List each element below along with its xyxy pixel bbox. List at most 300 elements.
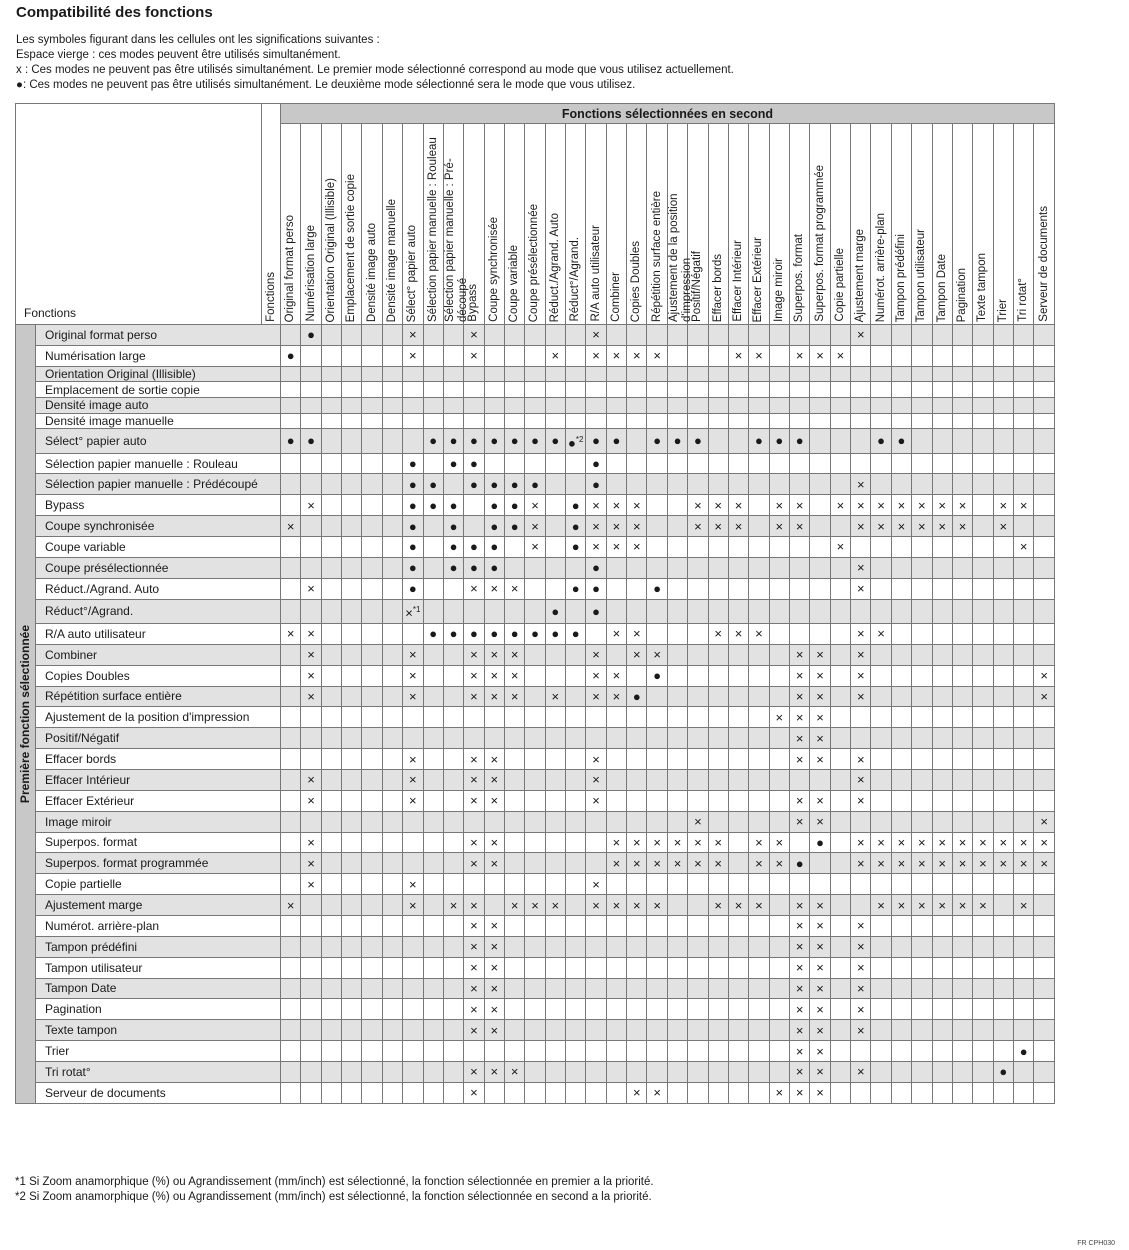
- compat-cell: [443, 366, 463, 382]
- compat-cell: ×: [993, 516, 1013, 537]
- compat-cell: [566, 398, 586, 414]
- compat-cell: ×: [301, 644, 321, 665]
- compat-cell: [525, 366, 545, 382]
- compat-cell: [321, 978, 341, 999]
- row-label: Sélection papier manuelle : Prédécoupé: [36, 474, 281, 495]
- compat-cell: [423, 978, 443, 999]
- compat-cell: [382, 1020, 402, 1041]
- table-row: [16, 398, 1055, 414]
- compat-cell: [545, 790, 565, 811]
- compat-cell: ×: [301, 874, 321, 895]
- compat-cell: [301, 707, 321, 728]
- compat-cell: [362, 957, 382, 978]
- compat-cell: [912, 382, 932, 398]
- compat-cell: ×: [749, 853, 769, 874]
- row-label: Sélect° papier auto: [36, 429, 281, 453]
- compat-cell: [871, 345, 891, 366]
- compat-cell: ●: [586, 453, 606, 474]
- compat-cell: [1034, 936, 1055, 957]
- column-header-label: Répétition surface entière: [650, 190, 663, 322]
- compat-cell: [606, 790, 626, 811]
- compat-cell: [321, 578, 341, 599]
- compat-cell: [769, 325, 789, 346]
- compat-cell: [871, 1041, 891, 1062]
- compat-cell: [891, 453, 911, 474]
- compat-cell: [728, 429, 748, 453]
- compat-cell: ×: [871, 895, 891, 916]
- compat-cell: ●: [484, 557, 504, 578]
- compat-cell: [606, 957, 626, 978]
- compat-cell: [443, 665, 463, 686]
- compat-cell: [627, 874, 647, 895]
- compat-cell: [647, 707, 667, 728]
- compat-cell: [952, 644, 972, 665]
- compat-cell: [810, 474, 830, 495]
- compat-cell: [952, 453, 972, 474]
- compat-cell: [403, 398, 423, 414]
- compat-cell: ×: [749, 345, 769, 366]
- compat-cell: [891, 686, 911, 707]
- compat-cell: [708, 915, 728, 936]
- compat-cell: [708, 325, 728, 346]
- compat-cell: ●: [504, 516, 524, 537]
- compat-cell: [342, 599, 362, 623]
- compat-cell: [789, 398, 809, 414]
- compat-cell: [789, 832, 809, 853]
- column-header-label: Texte tampon: [976, 252, 989, 322]
- compat-cell: [688, 749, 708, 770]
- compat-cell: [1013, 345, 1033, 366]
- compat-cell: [952, 599, 972, 623]
- compat-cell: [382, 516, 402, 537]
- compat-cell: [423, 557, 443, 578]
- compat-cell: ×: [789, 345, 809, 366]
- compat-cell: [993, 537, 1013, 558]
- compat-cell: [952, 474, 972, 495]
- table-row: [16, 453, 1055, 474]
- compat-cell: [749, 686, 769, 707]
- compat-cell: ●: [464, 557, 484, 578]
- compat-cell: [830, 623, 850, 644]
- compat-cell: ●: [566, 578, 586, 599]
- compat-cell: [504, 832, 524, 853]
- compat-cell: [688, 1020, 708, 1041]
- compat-cell: ×: [851, 1062, 871, 1083]
- compat-cell: ×: [810, 999, 830, 1020]
- compat-cell: [606, 453, 626, 474]
- compat-cell: ×: [830, 345, 850, 366]
- compat-cell: [627, 599, 647, 623]
- compat-cell: [443, 728, 463, 749]
- compat-cell: [484, 345, 504, 366]
- column-header: [708, 124, 728, 325]
- compat-cell: [932, 398, 952, 414]
- compat-cell: ●: [545, 623, 565, 644]
- compat-cell: ×: [586, 537, 606, 558]
- column-header-label: Réduct./Agrand. Auto: [548, 212, 561, 322]
- compat-cell: [484, 895, 504, 916]
- compat-cell: [403, 978, 423, 999]
- compat-cell: [342, 832, 362, 853]
- table-row: [16, 749, 1055, 770]
- compat-cell: [321, 413, 341, 429]
- compat-cell: [749, 769, 769, 790]
- compat-cell: ×: [484, 1020, 504, 1041]
- compat-cell: [830, 957, 850, 978]
- compat-cell: [993, 474, 1013, 495]
- compat-cell: [667, 516, 687, 537]
- compat-cell: ×: [789, 811, 809, 832]
- compat-cell: ×: [464, 665, 484, 686]
- compat-cell: [403, 957, 423, 978]
- compat-cell: ×: [1034, 832, 1055, 853]
- table-row: [16, 957, 1055, 978]
- compat-cell: [688, 474, 708, 495]
- compat-cell: ×: [789, 1062, 809, 1083]
- compat-cell: [525, 398, 545, 414]
- compat-cell: ×: [810, 1062, 830, 1083]
- compatibility-table: [15, 103, 1055, 1104]
- compat-cell: [566, 811, 586, 832]
- compat-cell: [423, 453, 443, 474]
- compat-cell: [993, 413, 1013, 429]
- compat-cell: [688, 936, 708, 957]
- compat-cell: [688, 957, 708, 978]
- table-row: [16, 413, 1055, 429]
- compat-cell: [342, 749, 362, 770]
- compat-cell: [891, 978, 911, 999]
- compat-cell: ●: [545, 599, 565, 623]
- column-header: [281, 124, 301, 325]
- compat-cell: [525, 1041, 545, 1062]
- compat-cell: [871, 537, 891, 558]
- compat-cell: [851, 1082, 871, 1103]
- compat-cell: [321, 453, 341, 474]
- compat-cell: ×: [606, 686, 626, 707]
- compat-cell: ×: [851, 978, 871, 999]
- compat-cell: [749, 978, 769, 999]
- compat-cell: [1034, 495, 1055, 516]
- compat-cell: [708, 957, 728, 978]
- compat-cell: [504, 1082, 524, 1103]
- compat-cell: ×: [301, 769, 321, 790]
- compat-cell: [993, 366, 1013, 382]
- compat-cell: [667, 1041, 687, 1062]
- compat-cell: ●$^{*2}$: [566, 429, 586, 453]
- compat-cell: [769, 1041, 789, 1062]
- compat-cell: [586, 811, 606, 832]
- compat-cell: [342, 686, 362, 707]
- compat-cell: [423, 578, 443, 599]
- compat-cell: [342, 790, 362, 811]
- compat-cell: [667, 895, 687, 916]
- compat-cell: [566, 1020, 586, 1041]
- compat-cell: [423, 874, 443, 895]
- compat-cell: ×: [688, 495, 708, 516]
- compat-cell: [301, 895, 321, 916]
- compat-cell: [525, 382, 545, 398]
- compat-cell: [382, 686, 402, 707]
- compat-cell: ●: [504, 623, 524, 644]
- column-header: [830, 124, 850, 325]
- compat-cell: [443, 853, 463, 874]
- compat-cell: ●: [606, 429, 626, 453]
- column-header-label: Numérisation large: [304, 225, 317, 322]
- compat-cell: ●: [423, 474, 443, 495]
- compat-cell: [871, 707, 891, 728]
- compat-cell: [281, 811, 301, 832]
- compat-cell: [708, 686, 728, 707]
- page-title: Compatibilité des fonctions: [16, 4, 213, 21]
- compat-cell: [382, 936, 402, 957]
- compat-cell: [871, 398, 891, 414]
- compat-cell: [728, 382, 748, 398]
- compat-cell: [545, 578, 565, 599]
- compat-cell: [749, 915, 769, 936]
- compat-cell: [688, 599, 708, 623]
- compat-cell: [952, 665, 972, 686]
- compat-cell: [362, 495, 382, 516]
- compat-cell: [667, 398, 687, 414]
- compat-cell: [728, 832, 748, 853]
- compat-cell: [382, 957, 402, 978]
- compat-cell: [810, 557, 830, 578]
- compat-cell: [993, 578, 1013, 599]
- compat-cell: [301, 728, 321, 749]
- compat-cell: [504, 537, 524, 558]
- compat-cell: [810, 366, 830, 382]
- compat-cell: [423, 1062, 443, 1083]
- compat-cell: [281, 366, 301, 382]
- compat-cell: [667, 495, 687, 516]
- compat-cell: [504, 599, 524, 623]
- compat-cell: [1013, 366, 1033, 382]
- compat-cell: ×: [912, 853, 932, 874]
- table-row: [16, 728, 1055, 749]
- row-label: Effacer bords: [36, 749, 281, 770]
- compat-cell: [749, 1041, 769, 1062]
- compat-cell: [586, 623, 606, 644]
- compat-cell: [443, 832, 463, 853]
- compat-cell: [566, 874, 586, 895]
- compat-cell: [423, 769, 443, 790]
- compat-cell: [362, 874, 382, 895]
- compat-cell: [708, 1020, 728, 1041]
- compat-cell: ×: [525, 895, 545, 916]
- compat-cell: [423, 1082, 443, 1103]
- compat-cell: [382, 557, 402, 578]
- compat-cell: [382, 623, 402, 644]
- compat-cell: [973, 915, 993, 936]
- compat-cell: [545, 366, 565, 382]
- compat-cell: [708, 728, 728, 749]
- compat-cell: [973, 495, 993, 516]
- column-header-label: Densité image auto: [365, 222, 378, 322]
- compat-cell: [932, 429, 952, 453]
- row-label: Réduct°/Agrand.: [36, 599, 281, 623]
- compat-cell: [688, 578, 708, 599]
- column-header-label: Ajustement marge: [854, 228, 867, 322]
- compat-cell: [606, 325, 626, 346]
- compat-cell: ×: [789, 978, 809, 999]
- compat-cell: ×: [789, 999, 809, 1020]
- compat-cell: ×: [464, 832, 484, 853]
- compat-cell: [952, 749, 972, 770]
- compat-cell: [1034, 382, 1055, 398]
- compat-cell: [504, 1041, 524, 1062]
- row-label: Tampon prédéfini: [36, 936, 281, 957]
- compat-cell: [443, 474, 463, 495]
- compat-cell: [1013, 644, 1033, 665]
- compat-cell: ×: [504, 665, 524, 686]
- compat-cell: [545, 665, 565, 686]
- compat-cell: [891, 325, 911, 346]
- compat-cell: ×: [871, 495, 891, 516]
- compat-cell: ●: [443, 429, 463, 453]
- compat-cell: [545, 707, 565, 728]
- compat-cell: ×: [504, 578, 524, 599]
- compat-cell: [627, 811, 647, 832]
- compat-cell: [871, 453, 891, 474]
- compat-cell: [912, 749, 932, 770]
- second-function-header: Fonctions sélectionnées en second: [281, 104, 1055, 124]
- compat-cell: [667, 749, 687, 770]
- compat-cell: [382, 1082, 402, 1103]
- compat-cell: [443, 413, 463, 429]
- compat-cell: [1034, 623, 1055, 644]
- compat-cell: ×: [627, 495, 647, 516]
- column-header: [871, 124, 891, 325]
- compat-cell: [647, 1020, 667, 1041]
- compat-cell: [830, 429, 850, 453]
- compat-cell: [525, 832, 545, 853]
- compat-cell: [830, 1020, 850, 1041]
- compat-cell: [830, 978, 850, 999]
- compat-cell: [769, 895, 789, 916]
- compat-cell: [1034, 895, 1055, 916]
- compat-cell: [1013, 936, 1033, 957]
- compat-cell: [443, 978, 463, 999]
- compat-cell: ×: [708, 853, 728, 874]
- compat-cell: ×: [871, 623, 891, 644]
- compat-cell: [464, 728, 484, 749]
- compat-cell: [525, 790, 545, 811]
- table-row: [16, 811, 1055, 832]
- compat-cell: [1034, 915, 1055, 936]
- compat-cell: ×: [891, 895, 911, 916]
- compat-cell: [769, 790, 789, 811]
- column-header-label: Effacer Intérieur: [732, 240, 745, 322]
- compat-cell: ×: [606, 853, 626, 874]
- compat-cell: [545, 1041, 565, 1062]
- column-header-label: Combiner: [609, 272, 622, 322]
- compat-cell: [301, 957, 321, 978]
- compat-cell: ×: [301, 790, 321, 811]
- row-label: Coupe variable: [36, 537, 281, 558]
- compat-cell: [871, 382, 891, 398]
- compat-cell: [586, 832, 606, 853]
- compat-cell: ●: [871, 429, 891, 453]
- compat-cell: ×: [851, 325, 871, 346]
- compat-cell: ×: [789, 707, 809, 728]
- compat-cell: [769, 345, 789, 366]
- column-header-label: Sélect° papier auto: [406, 224, 419, 322]
- compat-cell: [382, 874, 402, 895]
- row-label: Bypass: [36, 495, 281, 516]
- compat-cell: [952, 936, 972, 957]
- compat-cell: [667, 1020, 687, 1041]
- compat-cell: [281, 686, 301, 707]
- compat-cell: [851, 895, 871, 916]
- compat-cell: [362, 382, 382, 398]
- compat-cell: [688, 895, 708, 916]
- compat-cell: ×: [586, 325, 606, 346]
- compat-cell: [301, 557, 321, 578]
- compat-cell: ●: [749, 429, 769, 453]
- compat-cell: [443, 874, 463, 895]
- compat-cell: [891, 1020, 911, 1041]
- compat-cell: [606, 644, 626, 665]
- compat-cell: [606, 557, 626, 578]
- compat-cell: ×: [789, 790, 809, 811]
- compat-cell: [688, 1041, 708, 1062]
- compat-cell: [769, 999, 789, 1020]
- column-header: [423, 124, 443, 325]
- compat-cell: [912, 728, 932, 749]
- compat-cell: [566, 686, 586, 707]
- compat-cell: [993, 1041, 1013, 1062]
- compat-cell: [973, 325, 993, 346]
- compat-cell: [342, 537, 362, 558]
- compat-cell: [342, 516, 362, 537]
- compat-cell: [932, 557, 952, 578]
- compat-cell: [789, 874, 809, 895]
- column-header-label: Tampon Date: [935, 253, 948, 322]
- compat-cell: [382, 1062, 402, 1083]
- footnote-2: *2 Si Zoom anamorphique (%) ou Agrandissement (mm/inch) est sélectionné, la fonction sélectionnée en second a la priorité.: [15, 1191, 652, 1203]
- compat-cell: [728, 453, 748, 474]
- compat-cell: ×: [851, 623, 871, 644]
- compat-cell: ×: [403, 345, 423, 366]
- compat-cell: ×: [810, 790, 830, 811]
- compat-cell: ×: [810, 1082, 830, 1103]
- column-header-label: Orientation Original (Illisible): [324, 177, 337, 322]
- compat-cell: [504, 557, 524, 578]
- compat-cell: [1013, 599, 1033, 623]
- compat-cell: [321, 429, 341, 453]
- compat-cell: [545, 853, 565, 874]
- compat-cell: [281, 474, 301, 495]
- compat-cell: [810, 853, 830, 874]
- compat-cell: [667, 453, 687, 474]
- compat-cell: [301, 366, 321, 382]
- compat-cell: [993, 557, 1013, 578]
- compat-cell: [301, 382, 321, 398]
- compat-cell: [1034, 413, 1055, 429]
- compat-cell: [952, 398, 972, 414]
- compat-cell: [993, 957, 1013, 978]
- row-label: Coupe présélectionnée: [36, 557, 281, 578]
- compat-cell: [281, 453, 301, 474]
- compat-cell: [443, 599, 463, 623]
- compat-cell: [464, 1041, 484, 1062]
- compat-cell: [525, 557, 545, 578]
- compat-cell: [830, 413, 850, 429]
- compat-cell: [1013, 516, 1033, 537]
- compat-cell: [932, 623, 952, 644]
- compat-cell: [545, 936, 565, 957]
- compat-cell: [321, 957, 341, 978]
